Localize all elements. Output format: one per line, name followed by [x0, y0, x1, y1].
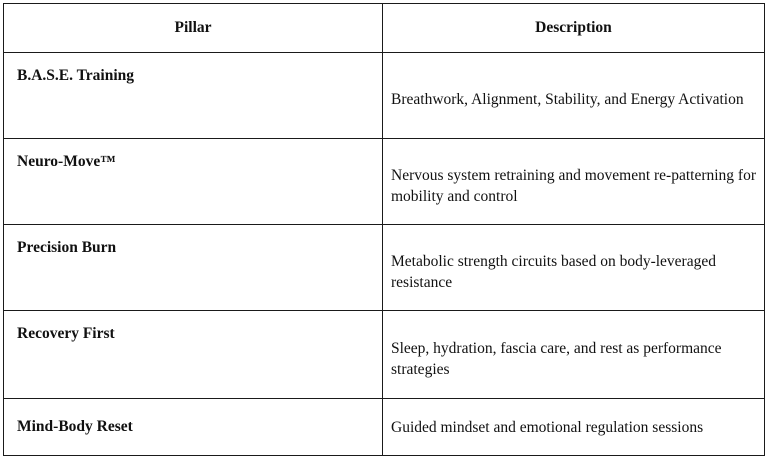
pillar-description: Sleep, hydration, fascia care, and rest as performance strategies [383, 311, 765, 399]
pillar-description: Breathwork, Alignment, Stability, and Energy Activation [383, 53, 765, 139]
table-row [4, 53, 765, 139]
pillar-name: Neuro-Move™ [4, 139, 383, 225]
table-row [4, 225, 765, 311]
pillar-description: Guided mindset and emotional regulation sessions [383, 399, 765, 456]
pillars-table [3, 3, 765, 456]
pillar-name: Recovery First [4, 311, 383, 399]
pillar-name: B.A.S.E. Training [4, 53, 383, 139]
table-header-row [4, 4, 765, 53]
table-row [4, 311, 765, 399]
table-row [4, 139, 765, 225]
header-description: Description [383, 4, 765, 53]
pillar-description: Nervous system retraining and movement re-patterning for mobility and control [383, 139, 765, 225]
header-pillar: Pillar [4, 4, 383, 53]
pillar-name: Precision Burn [4, 225, 383, 311]
pillar-description: Metabolic strength circuits based on body-leveraged resistance [383, 225, 765, 311]
pillar-name: Mind-Body Reset [4, 399, 383, 456]
table-row [4, 399, 765, 456]
